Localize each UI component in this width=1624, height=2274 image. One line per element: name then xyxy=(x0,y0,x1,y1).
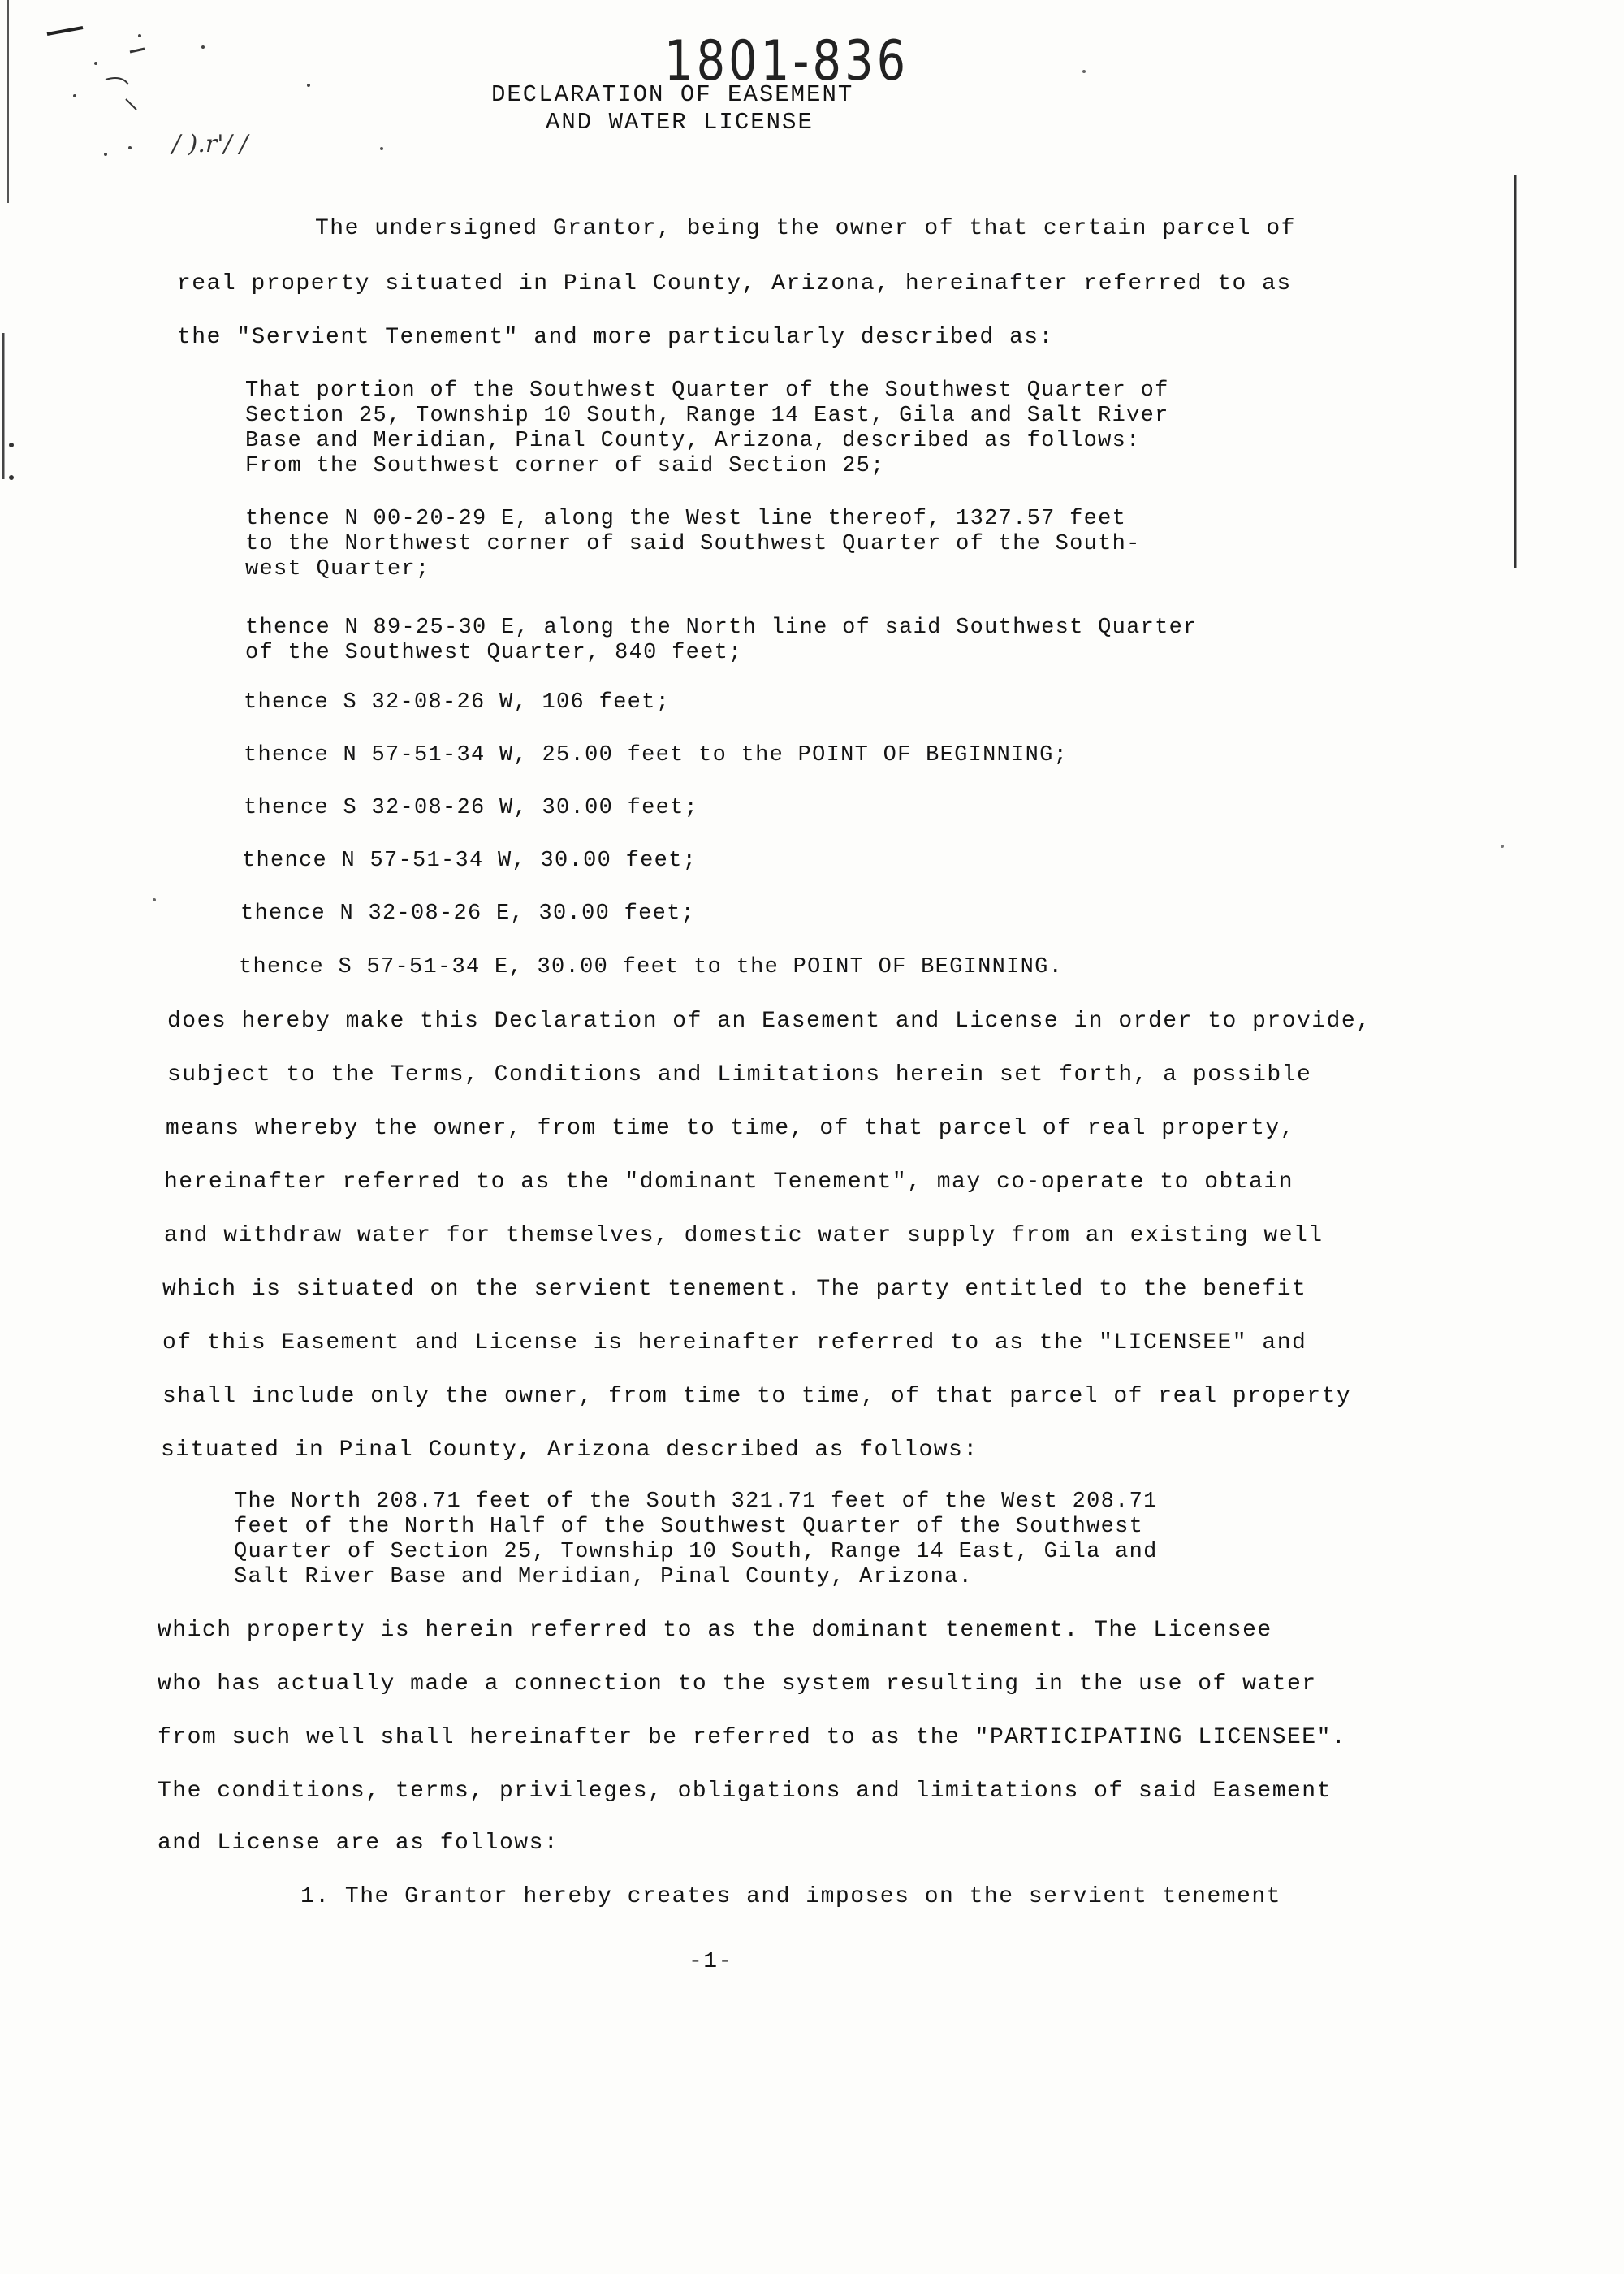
servient-description-line: to the Northwest corner of said Southwest Quarter of the South- xyxy=(245,532,1141,556)
intro-line: real property situated in Pinal County, Arizona, hereinafter referred to as xyxy=(177,271,1292,296)
servient-description-line: thence N 00-20-29 E, along the West line thereof, 1327.57 feet xyxy=(245,507,1127,531)
document-number: 1801-836 xyxy=(664,29,909,93)
servient-description-line: thence N 89-25-30 E, along the North line of said Southwest Quarter xyxy=(245,616,1198,640)
dominant-description-line: Salt River Base and Meridian, Pinal County, Arizona. xyxy=(234,1565,974,1589)
numbered-item-1: 1. The Grantor hereby creates and imposes on the servient tenement xyxy=(300,1884,1281,1909)
dominant-description-line: feet of the North Half of the Southwest Quarter of the Southwest xyxy=(234,1515,1144,1539)
body-line: and License are as follows: xyxy=(158,1831,559,1856)
dominant-description-line: The North 208.71 feet of the South 321.71 feet of the West 208.71 xyxy=(234,1489,1158,1514)
body-line: from such well shall hereinafter be referred to as the "PARTICIPATING LICENSEE". xyxy=(158,1725,1347,1750)
body-line: which is situated on the servient tenement. The party entitled to the benefit xyxy=(162,1277,1307,1302)
body-line: does hereby make this Declaration of an Easement and License in order to provide, xyxy=(167,1009,1371,1034)
body-line: subject to the Terms, Conditions and Limitations herein set forth, a possible xyxy=(167,1062,1312,1087)
intro-line: The undersigned Grantor, being the owner of that certain parcel of xyxy=(315,216,1296,241)
dominant-description-line: Quarter of Section 25, Township 10 South, Range 14 East, Gila and xyxy=(234,1540,1158,1564)
servient-description-line: thence N 57-51-34 W, 25.00 feet to the POINT OF BEGINNING; xyxy=(244,743,1069,767)
servient-description-line: That portion of the Southwest Quarter of the Southwest Quarter of xyxy=(245,378,1169,403)
servient-description-line: thence S 32-08-26 W, 30.00 feet; xyxy=(244,796,699,820)
body-line: means whereby the owner, from time to time, of that parcel of real property, xyxy=(166,1116,1296,1141)
servient-description-line: From the Southwest corner of said Section 25; xyxy=(245,454,885,478)
servient-description-line: west Quarter; xyxy=(245,557,430,581)
body-line: who has actually made a connection to the system resulting in the use of water xyxy=(158,1671,1317,1697)
servient-description-line: thence N 57-51-34 W, 30.00 feet; xyxy=(242,849,698,873)
body-line: hereinafter referred to as the "dominant Tenement", may co-operate to obtain xyxy=(164,1169,1294,1195)
document-title-line-1: DECLARATION OF EASEMENT xyxy=(491,81,854,108)
servient-description-line: of the Southwest Quarter, 840 feet; xyxy=(245,641,743,665)
servient-description-line: thence S 57-51-34 E, 30.00 feet to the POINT OF BEGINNING. xyxy=(239,955,1064,979)
servient-description-line: thence S 32-08-26 W, 106 feet; xyxy=(244,690,671,715)
body-line: and withdraw water for themselves, domestic water supply from an existing well xyxy=(164,1223,1324,1248)
page-number: -1- xyxy=(689,1949,733,1974)
body-line: of this Easement and License is hereinafter referred to as the "LICENSEE" and xyxy=(162,1330,1307,1355)
body-line: The conditions, terms, privileges, obligations and limitations of said Easement xyxy=(158,1779,1332,1804)
servient-description-line: Section 25, Township 10 South, Range 14 East, Gila and Salt River xyxy=(245,404,1169,428)
handwritten-note: / ).r'/ / xyxy=(172,130,248,158)
servient-description-line: Base and Meridian, Pinal County, Arizona, described as follows: xyxy=(245,429,1141,453)
body-line: shall include only the owner, from time to time, of that parcel of real property xyxy=(162,1384,1352,1409)
document-title-line-2: AND WATER LICENSE xyxy=(546,109,814,136)
body-line: situated in Pinal County, Arizona described as follows: xyxy=(161,1437,978,1463)
servient-description-line: thence N 32-08-26 E, 30.00 feet; xyxy=(240,901,696,926)
body-line: which property is herein referred to as the dominant tenement. The Licensee xyxy=(158,1618,1272,1643)
intro-line: the "Servient Tenement" and more particularly described as: xyxy=(177,325,1054,350)
